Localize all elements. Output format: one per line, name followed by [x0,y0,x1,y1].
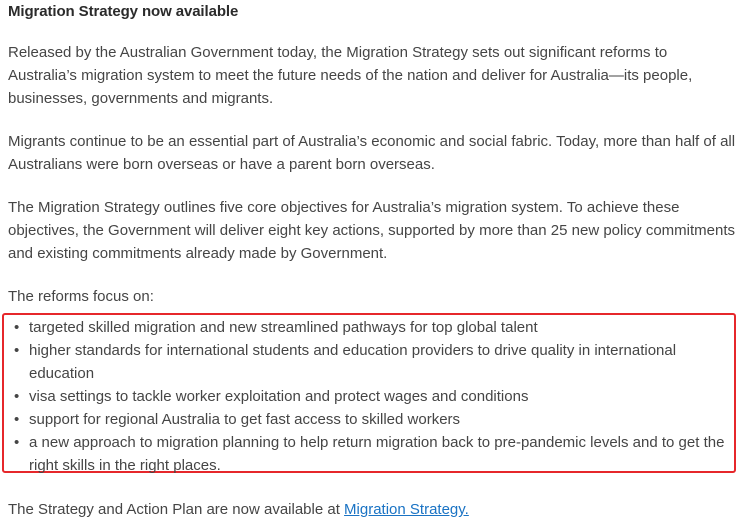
paragraph-objectives: The Migration Strategy outlines five core objectives for Australia’s migration system. To achieve these objectives, the Government will deliver eight key actions, supported by more than 25 new policy commitments and existing commitments already made by Government. [8,199,736,262]
list-item-text: a new approach to migration planning to help return migration back to pre-pandemic levels and to get the right skills in the right places. [29,434,725,474]
paragraph-reforms-lead: The reforms focus on: [8,288,154,305]
list-item [8,408,732,431]
footer-note [8,498,469,521]
bullet-icon: • [14,319,20,336]
paragraph-migrants: Migrants continue to be an essential part of Australia’s economic and social fabric. Today, more than half of all Australians were born overseas or have a parent born overseas. [8,133,736,173]
bullet-icon: • [14,388,20,405]
list-item-text: targeted skilled migration and new streamlined pathways for top global talent [29,319,538,336]
list-item [8,316,732,339]
bullet-icon: • [14,411,20,428]
bullet-icon: • [14,434,20,451]
footer-text: The Strategy and Action Plan are now available at [8,501,345,518]
list-item [8,431,732,477]
list-item-text: higher standards for international students and education providers to drive quality in international education [29,342,677,382]
list-item-text: support for regional Australia to get fast access to skilled workers [29,411,461,428]
reforms-list [8,316,732,477]
article-title: Migration Strategy now available [8,3,239,20]
migration-strategy-link[interactable]: Migration Strategy. [344,501,469,518]
paragraph-intro: Released by the Australian Government today, the Migration Strategy sets out significant reforms to Australia’s migration system to meet the future needs of the nation and deliver for Australia—its people, businesses, governments and migrants. [8,44,693,107]
list-item-text: visa settings to tackle worker exploitation and protect wages and conditions [29,388,529,405]
list-item [8,385,732,408]
article [8,0,736,308]
bullet-icon: • [14,342,20,359]
list-item [8,339,732,385]
